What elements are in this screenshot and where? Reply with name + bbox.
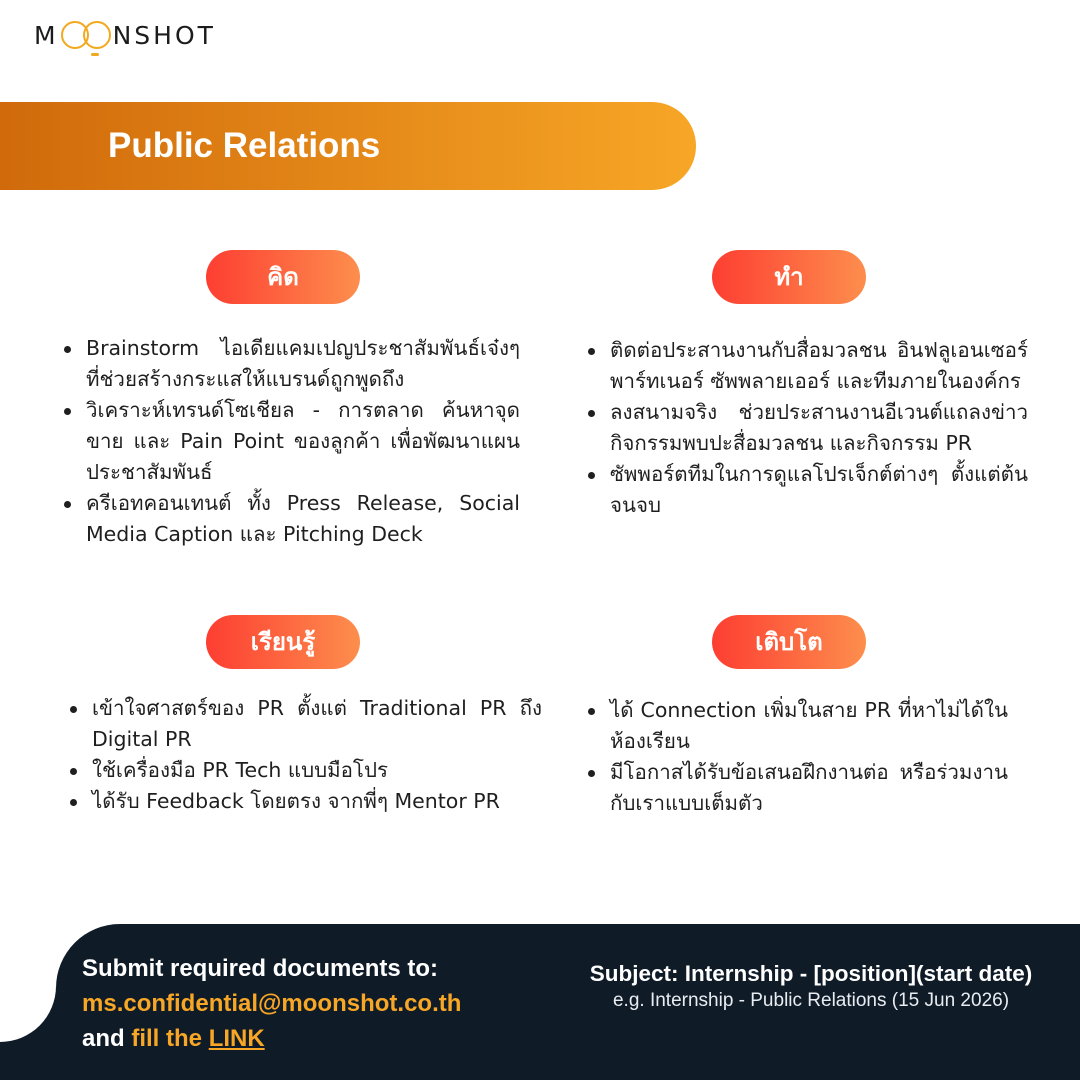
list-item: ได้รับ Feedback โดยตรง จากพี่ๆ Mentor PR [68,786,542,817]
and-text: and [82,1025,125,1052]
submit-instructions [82,951,461,1056]
list-grow [586,695,1008,819]
moonshot-logo [34,15,216,55]
section-pill-grow: เติบโต [712,615,866,669]
submit-label: Submit required documents to: [82,955,439,982]
title-banner [0,102,696,190]
list-item: วิเคราะห์เทรนด์โซเชียล - การตลาด ค้นหาจุดขาย และ Pain Point ของลูกค้า เพื่อพัฒนาแผนประชาสัมพันธ์ [62,395,520,488]
subject-example: e.g. Internship - Public Relations (15 Jun 2026) [612,990,1010,1011]
application-link[interactable]: LINK [208,1025,265,1052]
page-title: Public Relations [108,126,381,165]
fill-text: fill the [131,1025,203,1052]
list-item: ใช้เครื่องมือ PR Tech แบบมือโปร [68,755,542,786]
logo-rings-icon [59,15,113,55]
list-item: ติดต่อประสานงานกับสื่อมวลชน อินฟลูเอนเซอร์ พาร์ทเนอร์ ซัพพลายเออร์ และทีมภายในองค์กร [586,335,1028,397]
list-item: ลงสนามจริง ช่วยประสานงานอีเวนต์แถลงข่าว กิจกรรมพบปะสื่อมวลชน และกิจกรรม PR [586,397,1028,459]
list-item: ซัพพอร์ตทีมในการดูแลโปรเจ็กต์ต่างๆ ตั้งแต่ต้นจนจบ [586,459,1028,521]
list-item: มีโอกาสได้รับข้อเสนอฝึกงานต่อ หรือร่วมงานกับเราแบบเต็มตัว [586,757,1008,819]
subject-format: Subject: Internship - [position](start date) [589,961,1033,986]
list-item: ครีเอทคอนเทนต์ ทั้ง Press Release, Social Media Caption และ Pitching Deck [62,488,520,550]
submit-email[interactable]: ms.confidential@moonshot.co.th [82,990,462,1017]
list-item: เข้าใจศาสตร์ของ PR ตั้งแต่ Traditional PR ถึง Digital PR [68,693,542,755]
section-pill-do: ทำ [712,250,866,304]
list-learn [68,693,542,817]
list-do [586,335,1028,521]
list-item: Brainstorm ไอเดียแคมเปญประชาสัมพันธ์เจ๋งๆ ที่ช่วยสร้างกระแสให้แบรนด์ถูกพูดถึง [62,333,520,395]
subject-instructions [556,958,1066,1012]
list-think [62,333,520,550]
section-pill-learn: เรียนรู้ [206,615,360,669]
section-pill-think: คิด [206,250,360,304]
logo-text-rest: NSHOT [112,20,216,50]
list-item: ได้ Connection เพิ่มในสาย PR ที่หาไม่ได้ในห้องเรียน [586,695,1008,757]
fill-link-line [82,1021,461,1056]
logo-letter-m: M [34,20,59,50]
